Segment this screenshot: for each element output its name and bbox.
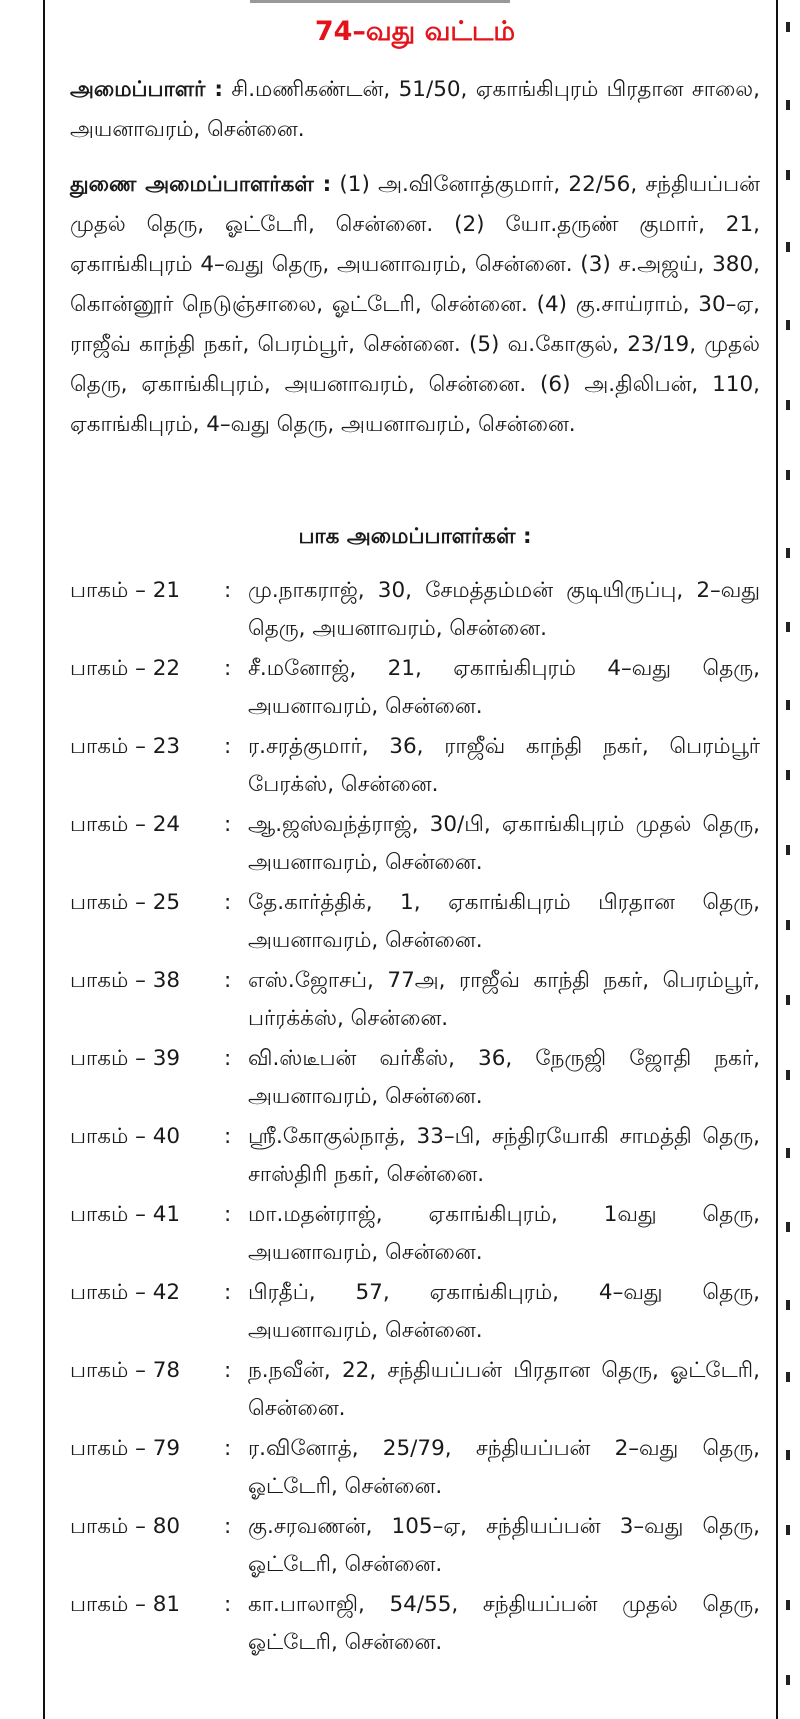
adjacent-column-mark bbox=[786, 1070, 790, 1080]
separator-colon: : bbox=[224, 968, 232, 993]
separator-colon: : bbox=[224, 812, 232, 837]
list-item bbox=[70, 1196, 760, 1274]
section-organizer: ஸ்ரீ.கோகுல்நாத், 33–பி, சந்திரயோகி சாமத்தி தெரு, சாஸ்திரி நகர், சென்னை. bbox=[248, 1124, 760, 1187]
section-organizer: எஸ்.ஜோசப், 77அ, ராஜீவ் காந்தி நகர், பெரம்பூர், பர்ரக்க்ஸ், சென்னை. bbox=[248, 968, 760, 1031]
adjacent-column-mark bbox=[786, 170, 790, 180]
list-item bbox=[70, 1508, 760, 1586]
section-organizer: சீ.மனோஜ், 21, ஏகாங்கிபுரம் 4–வது தெரு, அயனாவரம், சென்னை. bbox=[248, 656, 760, 719]
adjacent-column-mark bbox=[786, 920, 790, 930]
section-number: பாகம் – 41 bbox=[70, 1202, 181, 1227]
list-item bbox=[70, 1586, 760, 1664]
adjacent-column-mark bbox=[786, 622, 790, 632]
adjacent-column-mark bbox=[786, 1300, 790, 1310]
section-number: பாகம் – 42 bbox=[70, 1280, 181, 1305]
adjacent-column-mark bbox=[786, 845, 790, 855]
adjacent-column-mark bbox=[786, 1675, 790, 1685]
section-number: பாகம் – 79 bbox=[70, 1436, 181, 1461]
section-number: பாகம் – 38 bbox=[70, 968, 181, 993]
list-item bbox=[70, 1040, 760, 1118]
deputy-organizers-paragraph bbox=[70, 165, 760, 445]
organizer-label: அமைப்பாளர் : bbox=[70, 77, 224, 102]
adjacent-column-mark bbox=[786, 22, 790, 32]
adjacent-column-mark bbox=[786, 1148, 790, 1158]
adjacent-column-mark bbox=[786, 700, 790, 710]
separator-colon: : bbox=[224, 578, 232, 603]
separator-colon: : bbox=[224, 656, 232, 681]
adjacent-column-mark bbox=[786, 995, 790, 1005]
separator-colon: : bbox=[224, 1436, 232, 1461]
section-organizer: பிரதீப், 57, ஏகாங்கிபுரம், 4–வது தெரு, அயனாவரம், சென்னை. bbox=[248, 1280, 760, 1343]
adjacent-column-mark bbox=[786, 242, 790, 252]
section-organizer: கா.பாலாஜி, 54/55, சந்தியப்பன் முதல் தெரு, ஓட்டேரி, சென்னை. bbox=[248, 1592, 760, 1655]
separator-colon: : bbox=[224, 734, 232, 759]
separator-colon: : bbox=[224, 1046, 232, 1071]
section-organizer: ர.சரத்குமார், 36, ராஜீவ் காந்தி நகர், பெரம்பூர் பேரக்ஸ், சென்னை. bbox=[248, 734, 760, 797]
list-item bbox=[70, 1352, 760, 1430]
separator-colon: : bbox=[224, 1280, 232, 1305]
deputy-organizers-label: துணை அமைப்பாளர்கள் : bbox=[70, 172, 332, 197]
list-item bbox=[70, 728, 760, 806]
organizer-paragraph bbox=[70, 70, 760, 150]
adjacent-column-mark bbox=[786, 320, 790, 330]
section-organizer: ந.நவீன், 22, சந்தியப்பன் பிரதான தெரு, ஓட்டேரி, சென்னை. bbox=[248, 1358, 760, 1421]
adjacent-column-mark bbox=[786, 1372, 790, 1382]
list-item bbox=[70, 1430, 760, 1508]
organizer-text: சி.மணிகண்டன், 51/50, ஏகாங்கிபுரம் பிரதான சாலை, அயனாவரம், சென்னை. bbox=[70, 77, 760, 142]
section-number: பாகம் – 23 bbox=[70, 734, 181, 759]
list-item bbox=[70, 962, 760, 1040]
deputy-organizers-text: (1) அ.வினோத்குமார், 22/56, சந்தியப்பன் முதல் தெரு, ஓட்டேரி, சென்னை. (2) யோ.தருண் குமார், 21, ஏகாங்கிபுரம் 4–வது தெரு, அயனாவரம், சென்னை. (3) ச.அஜய், 380, கொன்னூர் நெடுஞ்சாலை, ஓட்டேரி, சென்னை. (4) கு.சாய்ராம், 30–ஏ, ராஜீவ் காந்தி நகர், பெரம்பூர், சென்னை. (5) வ.கோகுல், 23/19, முதல் தெரு, ஏகாங்கிபுரம், அயனாவரம், சென்னை. (6) அ.திலிபன், 110, ஏகாங்கிபுரம், 4–வது தெரு, அயனாவரம், சென்னை. bbox=[70, 172, 760, 437]
section-organizer: ர.வினோத், 25/79, சந்தியப்பன் 2–வது தெரு, ஓட்டேரி, சென்னை. bbox=[248, 1436, 760, 1499]
section-organizer: கு.சரவணன், 105–ஏ, சந்தியப்பன் 3–வது தெரு, ஓட்டேரி, சென்னை. bbox=[248, 1514, 760, 1577]
section-organizer: தே.கார்த்திக், 1, ஏகாங்கிபுரம் பிரதான தெரு, அயனாவரம், சென்னை. bbox=[248, 890, 760, 953]
ward-title: 74–வது வட்டம் bbox=[314, 16, 516, 47]
adjacent-column-mark bbox=[786, 1525, 790, 1535]
list-item bbox=[70, 884, 760, 962]
separator-colon: : bbox=[224, 1592, 232, 1617]
section-number: பாகம் – 21 bbox=[70, 578, 181, 603]
adjacent-column-mark bbox=[786, 1600, 790, 1610]
left-column-rule bbox=[43, 0, 45, 1719]
section-number: பாகம் – 78 bbox=[70, 1358, 181, 1383]
section-number: பாகம் – 40 bbox=[70, 1124, 181, 1149]
adjacent-column-edge bbox=[778, 0, 800, 1719]
section-organizer: மு.நாகராஜ், 30, சேமத்தம்மன் குடியிருப்பு, 2–வது தெரு, அயனாவரம், சென்னை. bbox=[248, 578, 760, 641]
adjacent-column-mark bbox=[786, 1450, 790, 1460]
section-number: பாகம் – 24 bbox=[70, 812, 181, 837]
section-number: பாகம் – 25 bbox=[70, 890, 181, 915]
section-organizer: மா.மதன்ராஜ், ஏகாங்கிபுரம், 1வது தெரு, அயனாவரம், சென்னை. bbox=[248, 1202, 760, 1265]
list-item bbox=[70, 806, 760, 884]
separator-colon: : bbox=[224, 1358, 232, 1383]
list-item bbox=[70, 572, 760, 650]
separator-colon: : bbox=[224, 890, 232, 915]
section-organizer: வி.ஸ்டீபன் வர்கீஸ், 36, நேருஜி ஜோதி நகர், அயனாவரம், சென்னை. bbox=[248, 1046, 760, 1109]
cropped-text-line bbox=[250, 0, 510, 6]
list-item bbox=[70, 1118, 760, 1196]
adjacent-column-mark bbox=[786, 548, 790, 558]
list-item bbox=[70, 1274, 760, 1352]
section-organizers-heading: பாக அமைப்பாளர்கள் : bbox=[298, 524, 532, 549]
adjacent-column-mark bbox=[786, 770, 790, 780]
section-number: பாகம் – 80 bbox=[70, 1514, 181, 1539]
adjacent-column-mark bbox=[786, 100, 790, 110]
section-number: பாகம் – 39 bbox=[70, 1046, 181, 1071]
section-organizer: ஆ.ஜஸ்வந்த்ராஜ், 30/பி, ஏகாங்கிபுரம் முதல் தெரு, அயனாவரம், சென்னை. bbox=[248, 812, 760, 875]
separator-colon: : bbox=[224, 1514, 232, 1539]
adjacent-column-mark bbox=[786, 400, 790, 410]
adjacent-column-mark bbox=[786, 470, 790, 480]
section-number: பாகம் – 81 bbox=[70, 1592, 181, 1617]
adjacent-column-mark bbox=[786, 1222, 790, 1232]
list-item bbox=[70, 650, 760, 728]
section-number: பாகம் – 22 bbox=[70, 656, 181, 681]
section-organizers-list bbox=[70, 572, 760, 1664]
separator-colon: : bbox=[224, 1202, 232, 1227]
separator-colon: : bbox=[224, 1124, 232, 1149]
